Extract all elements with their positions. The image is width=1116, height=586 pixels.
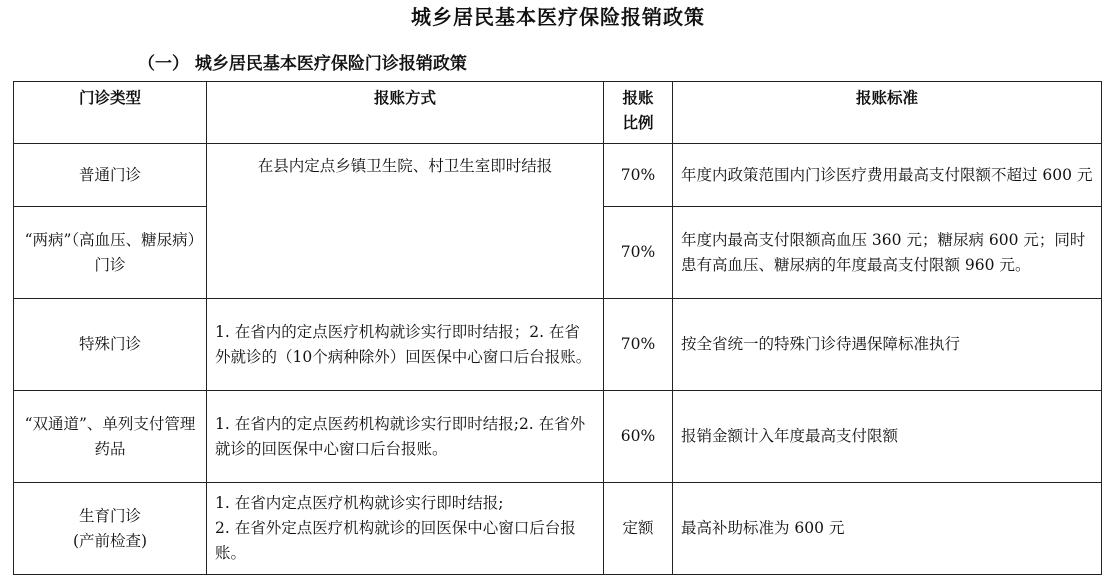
- table-row: [14, 144, 1102, 207]
- cell-ratio: 70%: [604, 299, 673, 391]
- clinic-type-line1: 生育门诊: [78, 506, 141, 525]
- method-line1: 1. 在省内定点医疗机构就诊实行即时结报;: [215, 494, 504, 512]
- cell-clinic-type: [14, 483, 207, 575]
- cell-clinic-type: 普通门诊: [14, 144, 207, 207]
- cell-ratio: 70%: [604, 207, 673, 299]
- clinic-type-line2: (产前检查): [72, 531, 148, 550]
- cell-method: 在县内定点乡镇卫生院、村卫生室即时结报: [207, 144, 604, 299]
- header-ratio-line1: 报账: [622, 88, 654, 107]
- cell-standard: 年度内政策范围内门诊医疗费用最高支付限额不超过 600 元: [673, 144, 1102, 207]
- cell-ratio: 60%: [604, 391, 673, 483]
- table-header-row: [14, 82, 1102, 144]
- cell-method: 1. 在省内的定点医疗机构就诊实行即时结报；2. 在省外就诊的（10个病种除外）回医保中心窗口后台报账。: [207, 299, 604, 391]
- cell-method: 1. 在省内的定点医药机构就诊实行即时结报;2. 在省外就诊的回医保中心窗口后台报账。: [207, 391, 604, 483]
- cell-ratio: 定额: [604, 483, 673, 575]
- cell-clinic-type: 特殊门诊: [14, 299, 207, 391]
- table-row: [14, 299, 1102, 391]
- header-reimbursement-standard: 报账标准: [673, 82, 1102, 144]
- document-title: 城乡居民基本医疗保险报销政策: [411, 5, 705, 29]
- header-ratio-line2: 比例: [622, 113, 654, 132]
- cell-ratio: 70%: [604, 144, 673, 207]
- cell-standard: 按全省统一的特殊门诊待遇保障标准执行: [673, 299, 1102, 391]
- method-line2: 2. 在省外定点医疗机构就诊的回医保中心窗口后台报账。: [215, 519, 576, 562]
- policy-table: [13, 81, 1102, 575]
- cell-method: [207, 483, 604, 575]
- cell-standard: 年度内最高支付限额高血压 360 元；糖尿病 600 元；同时患有高血压、糖尿病的年度最高支付限额 960 元。: [673, 207, 1102, 299]
- section-title: （一） 城乡居民基本医疗保险门诊报销政策: [138, 54, 467, 74]
- cell-clinic-type: “双通道”、单列支付管理药品: [14, 391, 207, 483]
- header-clinic-type: 门诊类型: [14, 82, 207, 144]
- cell-standard: 最高补助标准为 600 元: [673, 483, 1102, 575]
- header-reimbursement-method: 报账方式: [207, 82, 604, 144]
- header-reimbursement-ratio: [604, 82, 673, 144]
- cell-clinic-type: “两病”（高血压、糖尿病）门诊: [14, 207, 207, 299]
- cell-standard: 报销金额计入年度最高支付限额: [673, 391, 1102, 483]
- table-row: [14, 391, 1102, 483]
- table-row: [14, 483, 1102, 575]
